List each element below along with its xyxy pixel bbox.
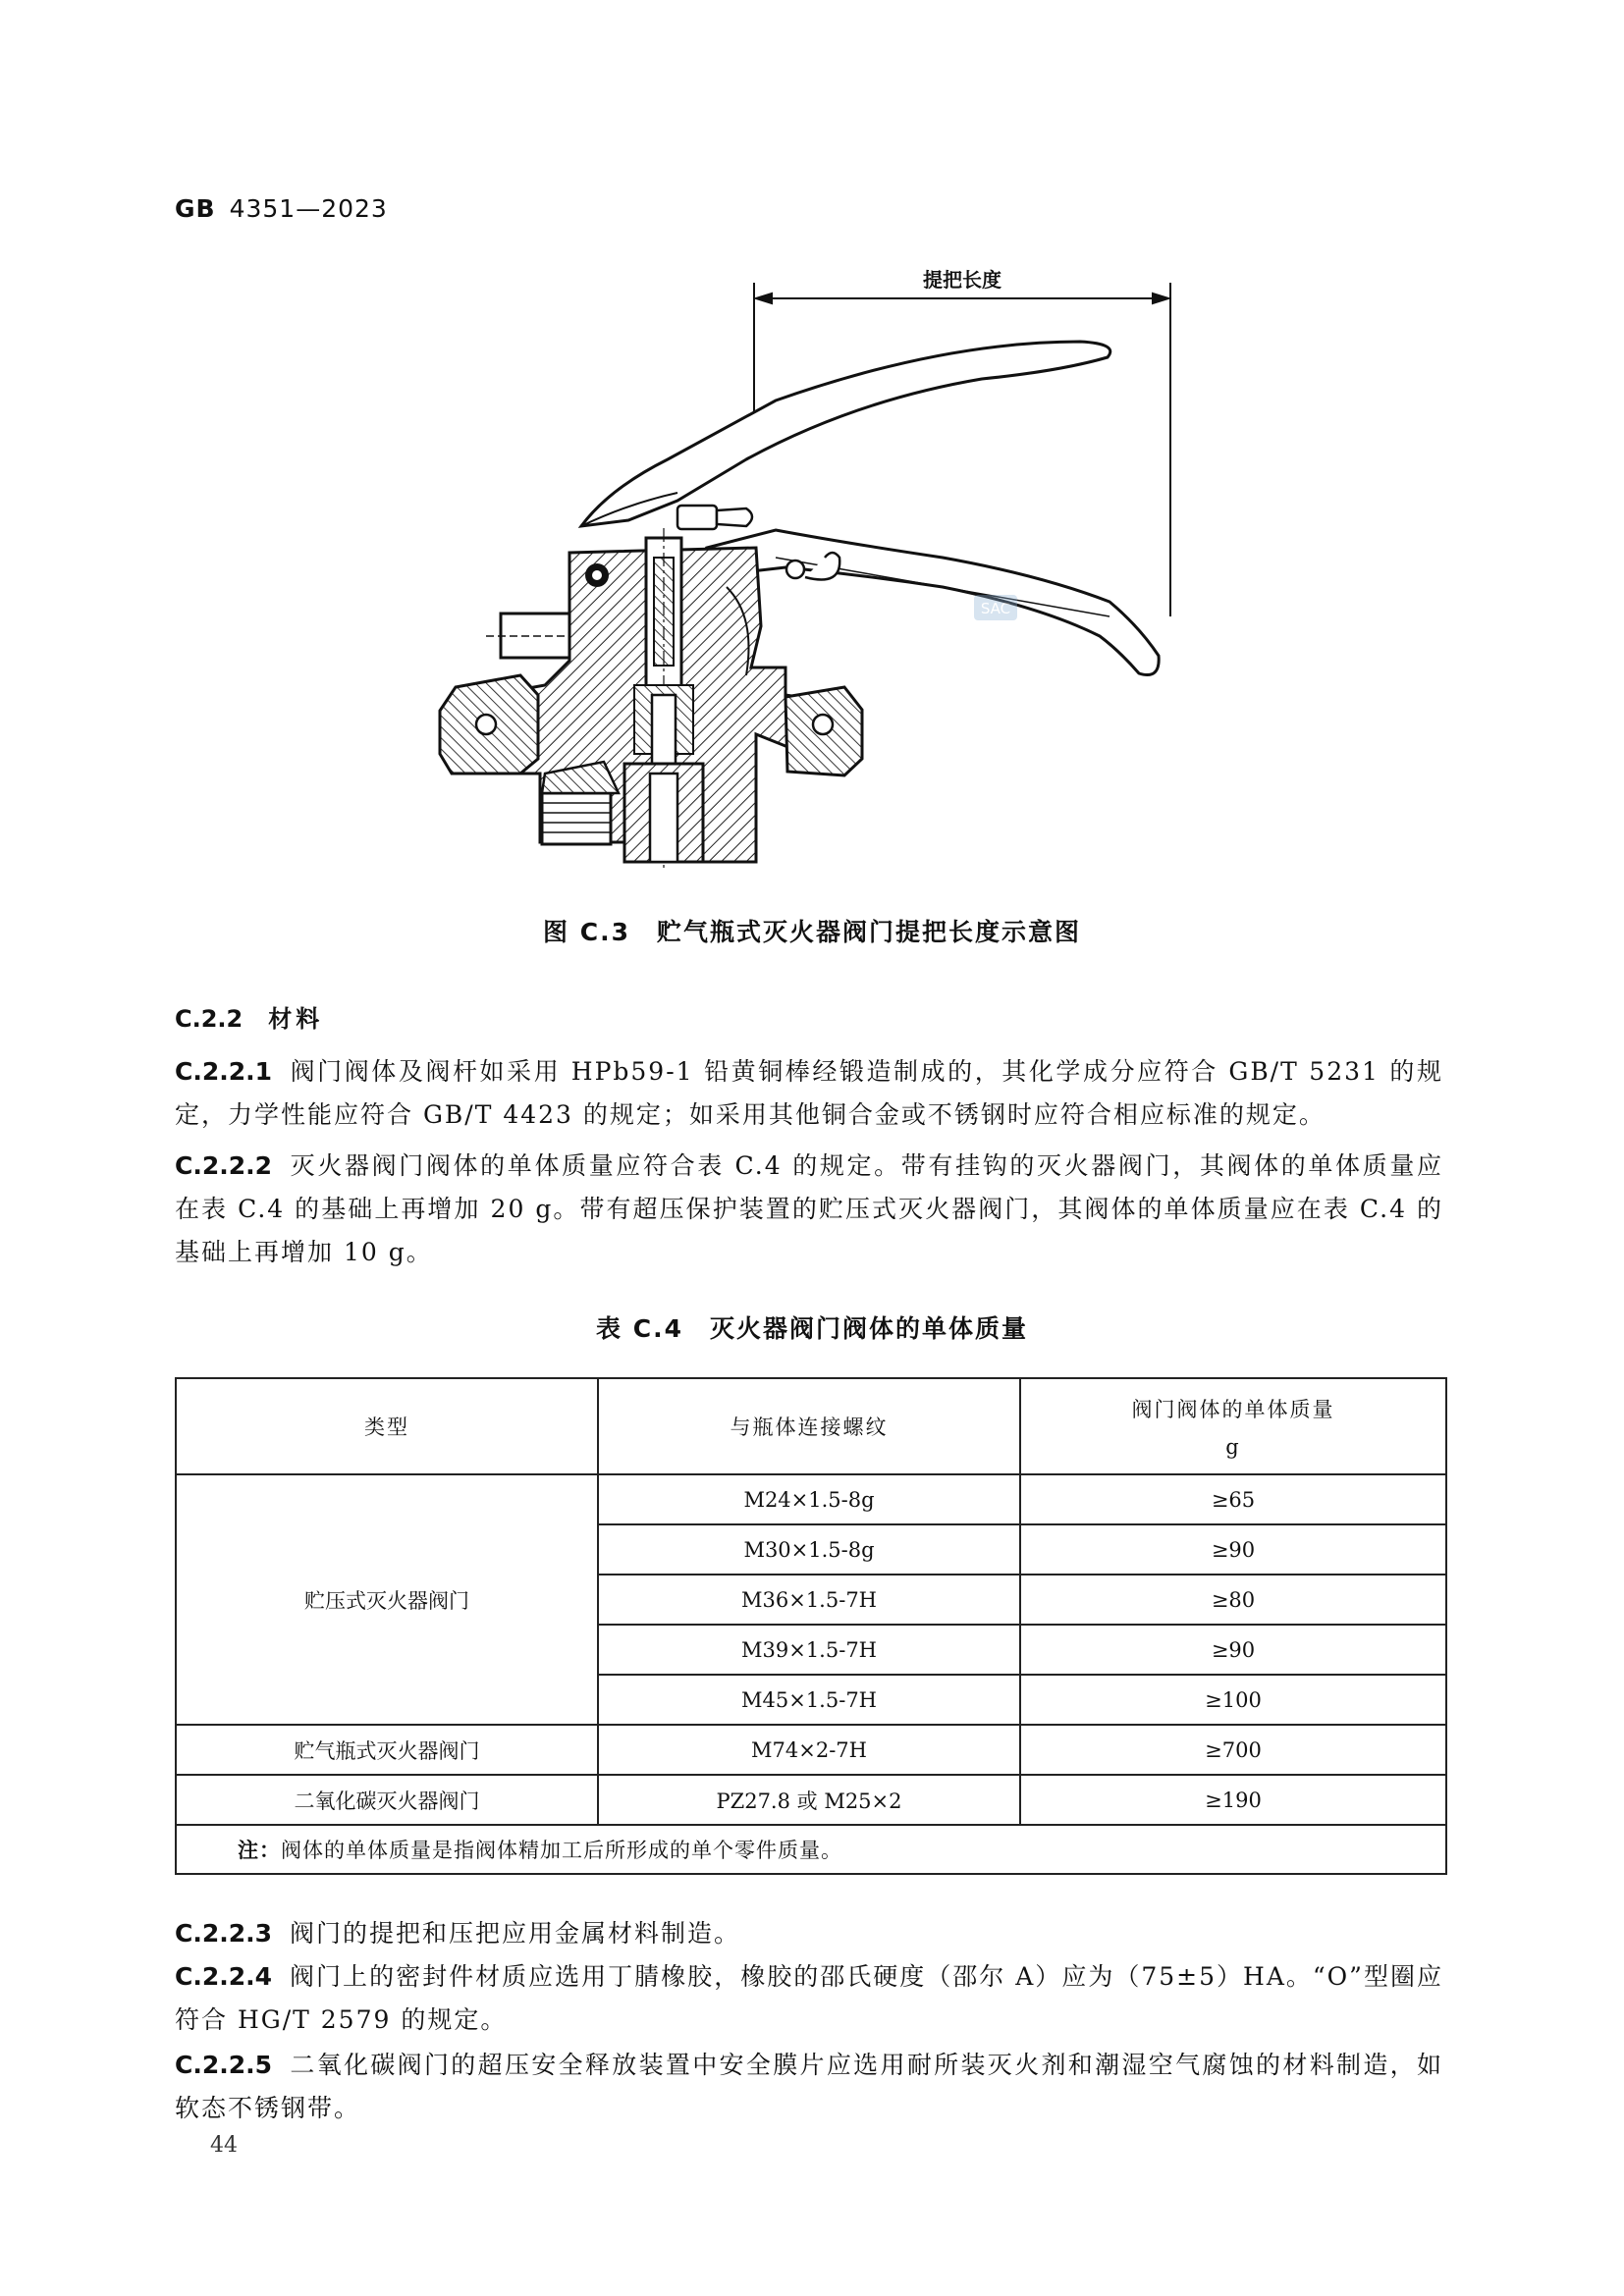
mass-cell: ≥700: [1020, 1725, 1446, 1775]
clause-number: C.2.2.3: [175, 1919, 273, 1948]
thread-cell: M24×1.5-8g: [598, 1474, 1020, 1524]
thread-cell: M45×1.5-7H: [598, 1675, 1020, 1725]
clause-text: 灭火器阀门阀体的单体质量应符合表 C.4 的规定。带有挂钩的灭火器阀门，其阀体的单体质量应在表 C.4 的基础上再增加 20 g。带有超压保护装置的贮压式灭火器阀门，其阀体的单体质量应在表 C.4 的基础上再增加 10 g。: [175, 1151, 1443, 1266]
paragraph-c2222: [175, 1145, 1443, 1274]
clause-text: 阀门上的密封件材质应选用丁腈橡胶，橡胶的邵氏硬度（邵尔 A）应为（75±5）HA。“O”型圈应符合 HG/T 2579 的规定。: [175, 1962, 1443, 2034]
header-thread: 与瓶体连接螺纹: [598, 1378, 1020, 1474]
thread-cell: M74×2-7H: [598, 1725, 1020, 1775]
clause-number: C.2.2.4: [175, 1962, 273, 1991]
bottom-thread: [542, 793, 611, 844]
mass-cell: ≥90: [1020, 1625, 1446, 1675]
header-mass: [1020, 1378, 1446, 1474]
thread-cell: M39×1.5-7H: [598, 1625, 1020, 1675]
header-mass-label: 阀门阀体的单体质量: [1131, 1398, 1335, 1421]
clause-text: 阀门的提把和压把应用金属材料制造。: [290, 1919, 741, 1948]
table-note-row: [176, 1825, 1446, 1874]
mass-cell: ≥90: [1020, 1524, 1446, 1575]
clause-number: C.2.2.1: [175, 1057, 273, 1086]
mass-cell: ≥65: [1020, 1474, 1446, 1524]
clause-number: C.2.2.2: [175, 1151, 273, 1180]
section-title: 材料: [268, 1005, 324, 1033]
document-header: [175, 194, 388, 223]
clause-number: C.2.2.5: [175, 2051, 273, 2079]
table-row: [176, 1725, 1446, 1775]
valve-diagram: [432, 263, 1198, 877]
paragraph-c2223: [175, 1912, 1443, 1955]
section-heading: [175, 999, 323, 1034]
type-cell: 贮压式灭火器阀门: [176, 1474, 598, 1725]
table-header-row: [176, 1378, 1446, 1474]
paragraph-c2225: [175, 2044, 1443, 2130]
thread-cell: M36×1.5-7H: [598, 1575, 1020, 1625]
dimension-label: 提把长度: [923, 268, 1001, 292]
sac-watermark: [974, 595, 1017, 620]
standard-code: 4351—2023: [229, 194, 388, 223]
header-mass-unit: g: [1225, 1435, 1241, 1459]
thread-cell: PZ27.8 或 M25×2: [598, 1775, 1020, 1825]
table-row: [176, 1474, 1446, 1524]
figure-caption: 图 C.3 贮气瓶式灭火器阀门提把长度示意图: [543, 918, 1081, 946]
type-cell: 贮气瓶式灭火器阀门: [176, 1725, 598, 1775]
mass-table: [175, 1377, 1447, 1875]
page-number: 44: [210, 2133, 238, 2158]
table-title: 表 C.4 灭火器阀门阀体的单体质量: [596, 1314, 1028, 1343]
clause-text: 阀门阀体及阀杆如采用 HPb59-1 铅黄铜棒经锻造制成的，其化学成分应符合 GB/T 5231 的规定，力学性能应符合 GB/T 4423 的规定；如采用其他铜合金或不锈钢时应符合相应标准的规定。: [175, 1057, 1443, 1129]
paragraph-c2224: [175, 1955, 1443, 2042]
table-row: [176, 1775, 1446, 1825]
paragraph-c2221: [175, 1050, 1443, 1137]
note-text: 阀体的单体质量是指阀体精加工后所形成的单个零件质量。: [281, 1839, 842, 1862]
thread-cell: M30×1.5-8g: [598, 1524, 1020, 1575]
type-cell: 二氧化碳灭火器阀门: [176, 1775, 598, 1825]
clause-text: 二氧化碳阀门的超压安全释放装置中安全膜片应选用耐所装灭火剂和潮湿空气腐蚀的材料制造，如软态不锈钢带。: [175, 2051, 1443, 2122]
header-type: 类型: [176, 1378, 598, 1474]
mass-cell: ≥100: [1020, 1675, 1446, 1725]
mass-cell: ≥80: [1020, 1575, 1446, 1625]
watermark-text: SAC: [980, 600, 1011, 617]
mass-cell: ≥190: [1020, 1775, 1446, 1825]
table-note: [176, 1825, 1446, 1874]
note-label: 注：: [238, 1839, 281, 1862]
section-number: C.2.2: [175, 1005, 244, 1033]
standard-prefix: GB: [175, 194, 216, 223]
